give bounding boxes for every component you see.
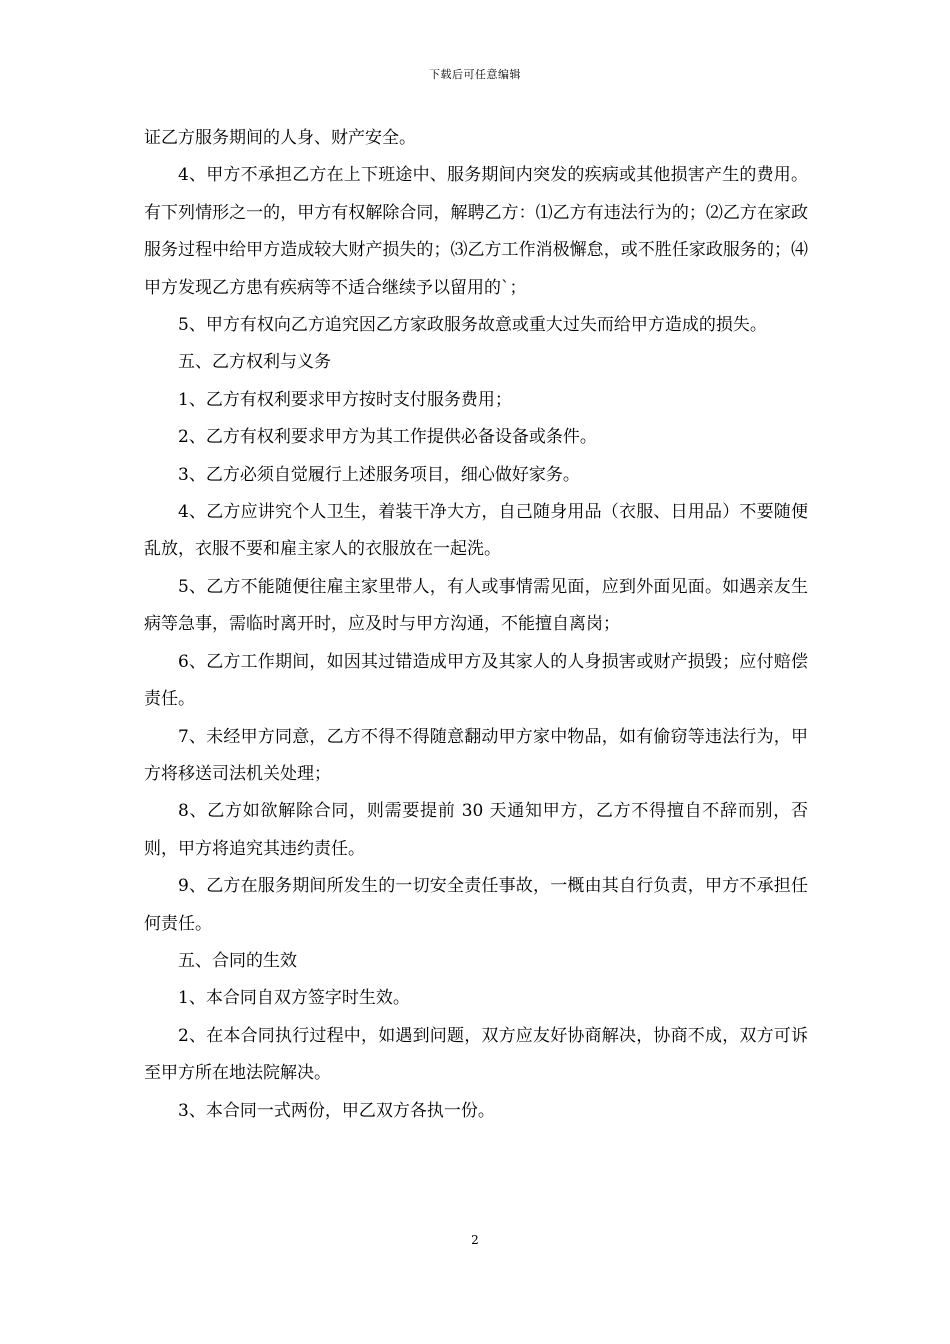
paragraph-party-b-clause-5: 5、乙方不能随便往雇主家里带人，有人或事情需见面，应到外面见面。如遇亲友生病等急事，需临时离开时，应及时与甲方沟通，不能擅自离岗； — [144, 576, 808, 635]
paragraph-party-b-clause-9: 9、乙方在服务期间所发生的一切安全责任事故，一概由其自行负责，甲方不承担任何责任。 — [144, 876, 808, 934]
paragraph-effect-clause-2: 2、在本合同执行过程中，如遇到问题，双方应友好协商解决，协商不成，双方可诉至甲方所在地法院解决。 — [144, 1025, 808, 1084]
paragraph-party-b-clause-6: 6、乙方工作期间，如因其过错造成甲方及其家人的人身损害或财产损毁；应付赔偿责任。 — [144, 651, 808, 710]
document-body — [144, 120, 808, 1130]
page-number: 2 — [471, 1233, 479, 1247]
page-header: 下载后可任意编辑 — [429, 68, 521, 81]
paragraph-party-b-clause-2: 2、乙方有权利要求甲方为其工作提供必备设备或条件。 — [178, 427, 597, 448]
paragraph-party-a-clause-4: 4、甲方不承担乙方在上下班途中、服务期间内突发的疾病或其他损害产生的费用。有下列情形之一的，甲方有权解除合同，解聘乙方：⑴乙方有违法行为的；⑵乙方在家政服务过程中给甲方造成较大财产损失的；⑶乙方工作消极懈怠，或不胜任家政服务的；⑷甲方发现乙方患有疾病等不适合继续予以留用的`； — [144, 165, 808, 298]
paragraph-party-b-clause-8: 8、乙方如欲解除合同，则需要提前 30 天通知甲方，乙方不得擅自不辞而别，否则，甲方将追究其违约责任。 — [144, 801, 808, 859]
paragraph-continuation: 证乙方服务期间的人身、财产安全。 — [144, 128, 416, 148]
section-heading-contract-effect: 五、合同的生效 — [178, 950, 297, 971]
paragraph-party-b-clause-7: 7、未经甲方同意，乙方不得不得随意翻动甲方家中物品，如有偷窃等违法行为，甲方将移送司法机关处理； — [144, 726, 808, 784]
paragraph-party-b-clause-1: 1、乙方有权利要求甲方按时支付服务费用； — [178, 389, 512, 410]
paragraph-party-b-clause-4: 4、乙方应讲究个人卫生，着装干净大方，自己随身用品（衣服、日用品）不要随便乱放，衣服不要和雇主家人的衣服放在一起洗。 — [144, 502, 808, 560]
paragraph-effect-clause-3: 3、本合同一式两份，甲乙双方各执一份。 — [178, 1100, 495, 1121]
paragraph-party-b-clause-3: 3、乙方必须自觉履行上述服务项目，细心做好家务。 — [178, 464, 580, 485]
paragraph-party-a-clause-5: 5、甲方有权向乙方追究因乙方家政服务故意或重大过失而给甲方造成的损失。 — [178, 315, 767, 336]
paragraph-effect-clause-1: 1、本合同自双方签字时生效。 — [178, 988, 410, 1009]
section-heading-party-b-rights: 五、乙方权利与义务 — [178, 352, 331, 373]
